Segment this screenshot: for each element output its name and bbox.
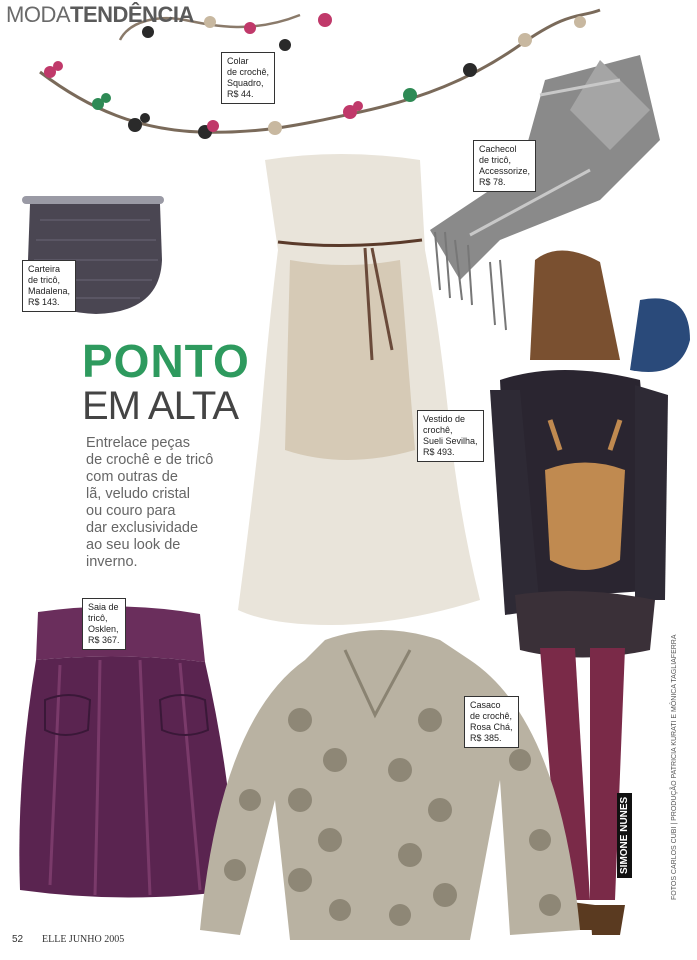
skirt xyxy=(19,606,236,897)
label-line: R$ 493. xyxy=(423,447,455,457)
label-line: tricô, xyxy=(88,613,108,623)
intro-line: inverno. xyxy=(86,554,138,570)
label-line: R$ 367. xyxy=(88,635,120,645)
headline-line-1: PONTO xyxy=(82,335,250,387)
intro-line: Entrelace peças xyxy=(86,435,190,451)
label-line: Casaco xyxy=(470,700,501,710)
label-line: Sueli Sevilha, xyxy=(423,436,478,446)
section-subname: TENDÊNCIA xyxy=(70,2,194,27)
label-line: Saia de xyxy=(88,602,119,612)
dress-label xyxy=(417,410,484,462)
magazine-issue: ELLE JUNHO 2005 xyxy=(42,934,125,945)
label-line: Colar xyxy=(227,56,249,66)
label-line: R$ 44. xyxy=(227,89,254,99)
necklace xyxy=(40,10,600,132)
label-line: R$ 143. xyxy=(28,297,60,307)
intro-line: com outras de xyxy=(86,469,178,485)
label-line: Osklen, xyxy=(88,624,119,634)
label-line: Rosa Chá, xyxy=(470,722,513,732)
intro-line: ou couro para xyxy=(86,503,176,519)
label-line: Carteira xyxy=(28,264,61,274)
section-header xyxy=(6,2,194,28)
section-name: MODA xyxy=(6,2,70,27)
intro-line: lã, veludo cristal xyxy=(86,486,190,502)
label-line: Accessorize, xyxy=(479,166,531,176)
skirt-label xyxy=(82,598,126,650)
page-number: 52 xyxy=(12,934,24,945)
label-line: de tricô, xyxy=(28,275,61,285)
purse-label xyxy=(22,260,76,312)
intro-text xyxy=(86,435,256,571)
label-line: Squadro, xyxy=(227,78,264,88)
jacket-label xyxy=(464,696,519,748)
label-line: crochê, xyxy=(423,425,453,435)
necklace-label xyxy=(221,52,275,104)
intro-line: dar exclusividade xyxy=(86,520,199,536)
label-line: R$ 385. xyxy=(470,733,502,743)
jacket xyxy=(200,630,580,940)
photo-credit: FOTOS CARLOS CUBI | PRODUÇÃO PATRICIA KURATI E MÔNICA TAGLIAFERRA xyxy=(671,634,678,900)
intro-line: de crochê e de tricô xyxy=(86,452,214,468)
label-line: Vestido de xyxy=(423,414,466,424)
headline-line-2: EM ALTA xyxy=(82,384,239,428)
label-line: de tricô, xyxy=(479,155,512,165)
scarf-label xyxy=(473,140,536,192)
label-line: de crochê, xyxy=(470,711,513,721)
label-line: de crochê, xyxy=(227,67,270,77)
model-credit: SIMONE NUNES xyxy=(617,793,632,878)
intro-line: ao seu look de xyxy=(86,537,181,553)
label-line: R$ 78. xyxy=(479,177,506,187)
label-line: Cachecol xyxy=(479,144,517,154)
label-line: Madalena, xyxy=(28,286,71,296)
